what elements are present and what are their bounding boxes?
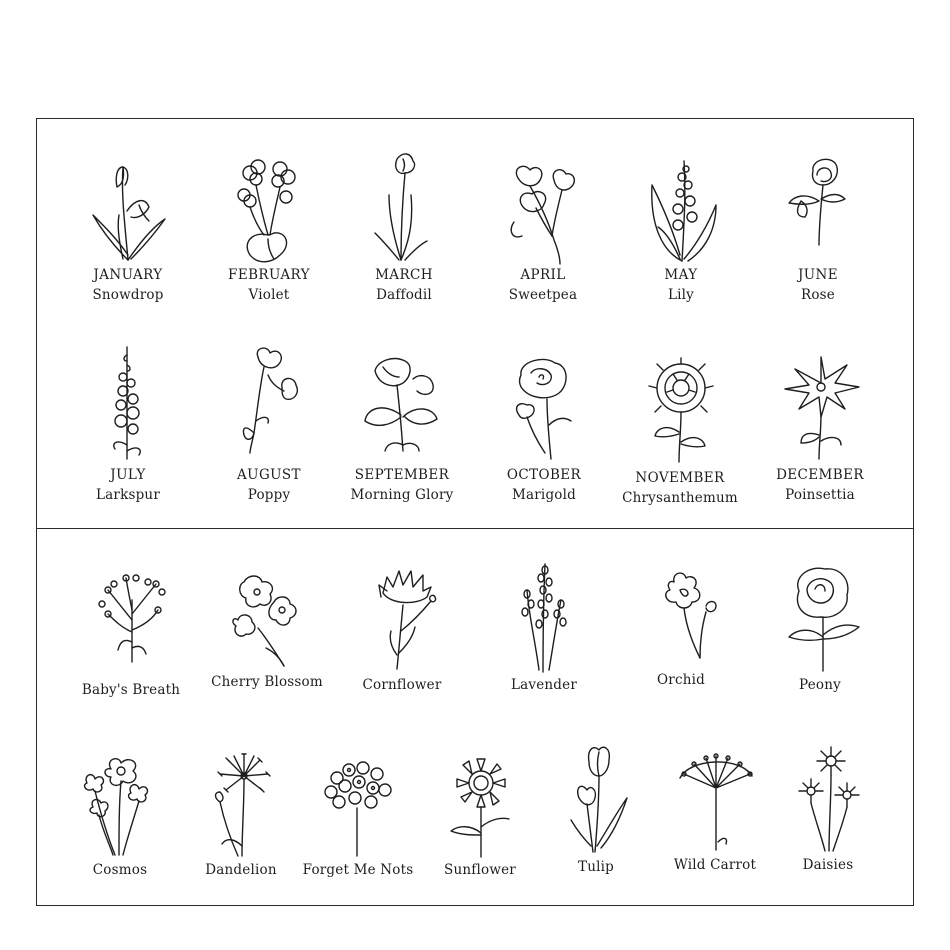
flower-cell-may	[606, 155, 756, 305]
babys-breath-icon	[86, 570, 176, 680]
flower-cell-cherry-blossom	[192, 572, 342, 692]
flower-cell-january	[53, 155, 203, 305]
month-label: MAY	[664, 267, 698, 283]
flower-name: Tulip	[578, 859, 614, 875]
poppy-icon	[224, 345, 314, 465]
flower-name: Poppy	[247, 487, 291, 503]
flower-name: Snowdrop	[92, 287, 164, 303]
marigold-icon	[499, 355, 589, 465]
flower-cell-orchid	[606, 570, 756, 690]
flower-cell-august	[194, 345, 344, 505]
month-label: JUNE	[797, 267, 839, 283]
flower-name: Marigold	[512, 487, 576, 503]
violet-icon	[224, 155, 314, 265]
flower-name: Larkspur	[96, 487, 160, 503]
poinsettia-icon	[775, 355, 865, 465]
flower-cell-september	[327, 355, 477, 505]
flower-name: Chrysanthemum	[622, 490, 738, 506]
section-divider	[36, 528, 914, 529]
flower-cell-december	[745, 355, 895, 505]
chrysanthemum-icon	[635, 358, 725, 468]
flower-name: Sweetpea	[508, 287, 578, 303]
sweetpea-icon	[498, 160, 588, 265]
month-label: DECEMBER	[776, 467, 864, 483]
flower-cell-october	[469, 355, 619, 505]
flower-cell-november	[605, 358, 755, 508]
flower-name: Forget Me Nots	[302, 862, 414, 878]
tulip-icon	[551, 742, 641, 857]
lavender-icon	[499, 560, 589, 675]
cherry-blossom-icon	[222, 572, 312, 672]
flower-name: Violet	[248, 287, 290, 303]
month-label: FEBRUARY	[228, 267, 310, 283]
sunflower-icon	[435, 755, 525, 860]
flower-cell-lavender	[469, 560, 619, 695]
flower-name: Baby's Breath	[81, 682, 181, 698]
month-label: APRIL	[520, 267, 566, 283]
flower-cell-babys-breath	[56, 570, 206, 700]
flower-name: Daisies	[802, 857, 854, 873]
cornflower-icon	[357, 565, 447, 675]
flower-name: Cosmos	[92, 862, 148, 878]
flower-cell-peony	[745, 565, 895, 695]
cosmos-icon	[75, 755, 165, 860]
month-label: NOVEMBER	[635, 470, 725, 486]
month-label: JANUARY	[93, 267, 163, 283]
forget-me-nots-icon	[313, 760, 403, 860]
flower-cell-june	[743, 155, 893, 305]
month-label: MARCH	[375, 267, 433, 283]
larkspur-icon	[83, 345, 173, 465]
month-label: SEPTEMBER	[354, 467, 450, 483]
flower-cell-march	[329, 145, 479, 305]
flower-cell-daisies	[753, 745, 903, 875]
flower-cell-cornflower	[327, 565, 477, 695]
month-label: JULY	[110, 467, 146, 483]
rose-icon	[773, 155, 863, 265]
flower-name: Peony	[799, 677, 841, 693]
flower-cell-february	[194, 155, 344, 305]
flower-name: Wild Carrot	[673, 857, 757, 873]
flower-name: Poinsettia	[785, 487, 855, 503]
month-label: OCTOBER	[506, 467, 582, 483]
flower-name: Cornflower	[362, 677, 442, 693]
flower-name: Sunflower	[444, 862, 516, 878]
flower-name: Rose	[800, 287, 835, 303]
orchid-icon	[636, 570, 726, 670]
flower-name: Morning Glory	[350, 487, 454, 503]
flower-name: Dandelion	[205, 862, 277, 878]
flower-name: Lily	[667, 287, 695, 303]
lily-icon	[636, 155, 726, 265]
flower-name: Daffodil	[376, 287, 432, 303]
month-label: AUGUST	[237, 467, 301, 483]
snowdrop-icon	[83, 155, 173, 265]
wild-carrot-icon	[670, 750, 760, 855]
flower-cell-july	[53, 345, 203, 505]
morning-glory-icon	[357, 355, 447, 465]
daffodil-icon	[359, 145, 449, 265]
dandelion-icon	[196, 750, 286, 860]
daisies-icon	[783, 745, 873, 855]
flower-cell-april	[468, 160, 618, 305]
peony-icon	[775, 565, 865, 675]
flower-name: Cherry Blossom	[211, 674, 323, 690]
flower-name: Lavender	[510, 677, 577, 693]
flower-name: Orchid	[657, 672, 705, 688]
